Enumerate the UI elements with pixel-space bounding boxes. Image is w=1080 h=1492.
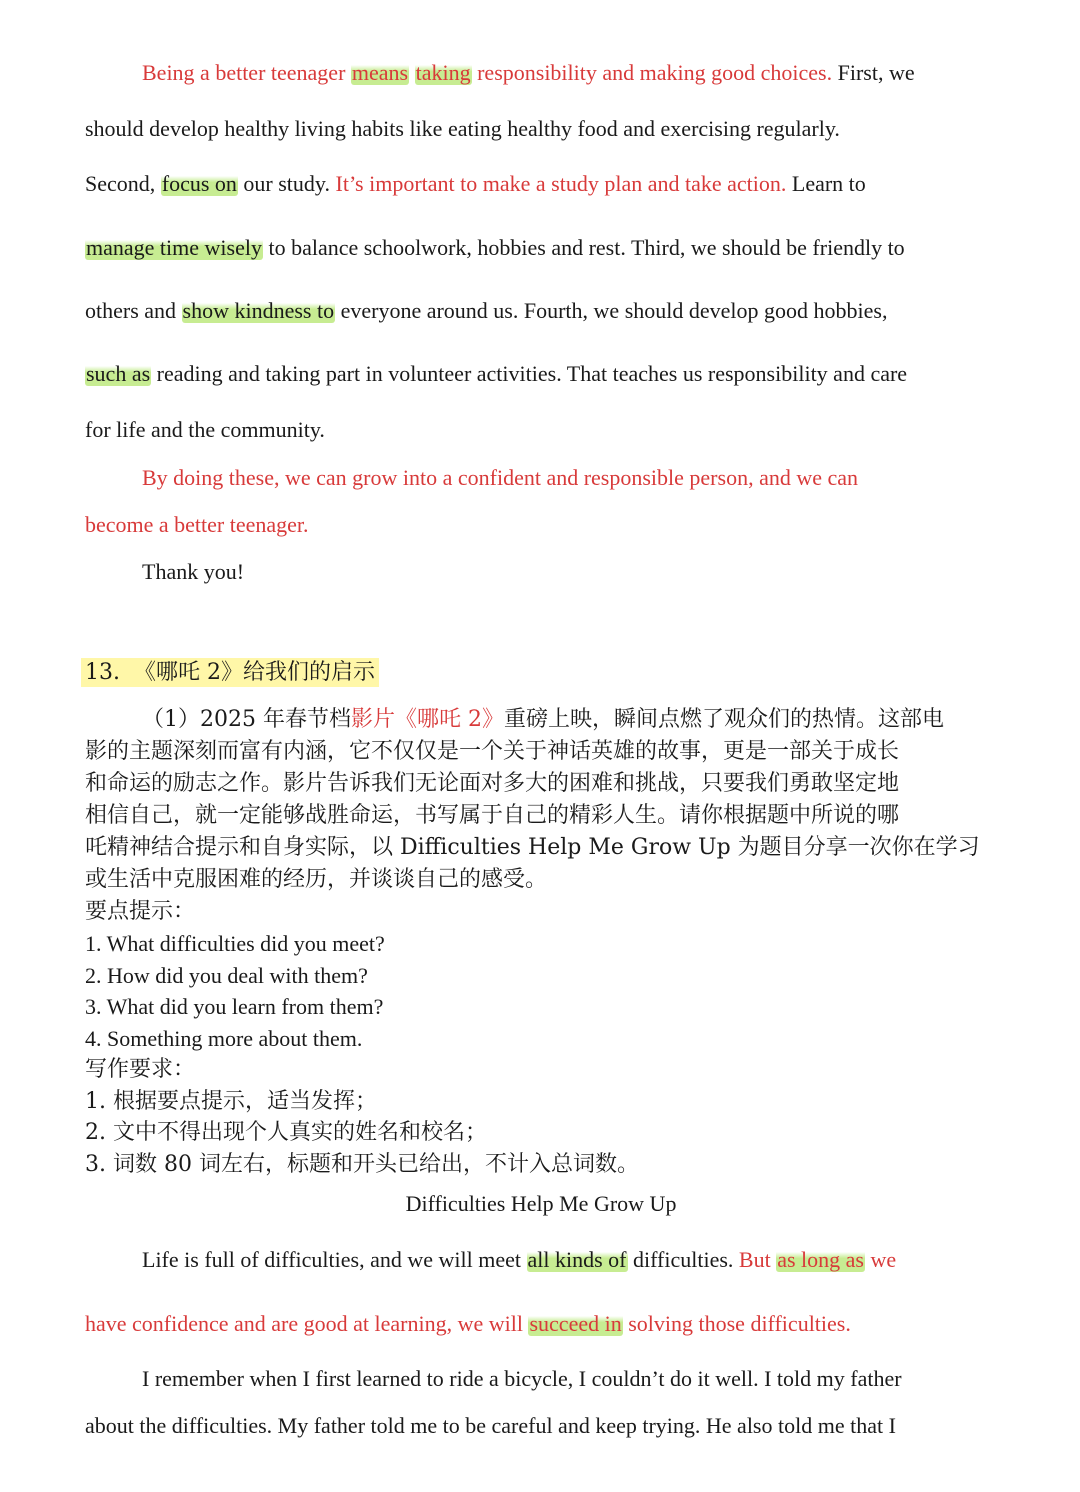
essay1-p1-line3	[85, 173, 866, 195]
red-text	[409, 60, 415, 85]
body-text: Second,	[85, 171, 161, 196]
requirements-label: 写作要求：	[85, 1057, 196, 1082]
body-text: reading and taking part in volunteer activities. That teaches us responsibility and care	[151, 361, 908, 386]
essay1-p2-line2: become a better teenager.	[85, 512, 309, 537]
question-number: 13.	[85, 660, 120, 685]
essay1-p1-line4	[85, 237, 905, 259]
prompt-text: （1）2025 年春节档	[142, 707, 351, 732]
essay1-p1-line7: for life and the community.	[85, 417, 325, 442]
body-text: our study.	[237, 171, 336, 196]
requirement-item: 2. 文中不得出现个人真实的姓名和校名；	[85, 1120, 487, 1145]
highlighted-phrase: succeed in	[529, 1311, 622, 1336]
highlighted-phrase: taking	[415, 60, 471, 85]
prompt-red-text: 影片《哪吒 2》	[350, 707, 504, 732]
prompt-line4: 相信自己，就一定能够战胜命运，书写属于自己的精彩人生。请你根据题中所说的哪	[85, 803, 900, 828]
requirement-item: 3. 词数 80 词左右，标题和开头已给出，不计入总词数。	[85, 1152, 639, 1177]
highlighted-phrase: all kinds of	[527, 1247, 627, 1272]
essay2-p2-line2: about the difficulties. My father told me to be careful and keep trying. He also told me that I	[85, 1413, 896, 1438]
highlighted-phrase: show kindness to	[182, 298, 335, 323]
prompt-line5: 吒精神结合提示和自身实际，以 Difficulties Help Me Grow Up 为题目分享一次你在学习	[85, 835, 980, 860]
highlighted-phrase: manage time wisely	[86, 235, 262, 260]
highlighted-phrase: such as	[86, 361, 151, 386]
red-text: we	[864, 1247, 897, 1272]
question-title-text: 《哪吒 2》给我们的启示	[134, 660, 375, 685]
hint-item: 3. What did you learn from them?	[85, 994, 384, 1019]
body-text: Learn to	[786, 171, 866, 196]
highlighted-phrase: as long as	[777, 1247, 864, 1272]
question-title	[81, 662, 379, 684]
essay1-p1-line6	[85, 363, 907, 385]
red-text: Being a better teenager	[142, 60, 351, 85]
prompt-text: 重磅上映，瞬间点燃了观众们的热情。这部电	[503, 707, 944, 732]
hint-item: 4. Something more about them.	[85, 1026, 363, 1051]
essay1-p1-line1	[142, 62, 915, 84]
hint-item: 1. What difficulties did you meet?	[85, 931, 385, 956]
prompt-line3: 和命运的励志之作。影片告诉我们无论面对多大的困难和挑战，只要我们勇敢坚定地	[85, 771, 900, 796]
essay1-p1-line2: should develop healthy living habits like eating healthy food and exercising regularly.	[85, 116, 840, 141]
prompt-line1	[142, 709, 944, 731]
prompt-line2: 影的主题深刻而富有内涵，它不仅仅是一个关于神话英雄的故事，更是一部关于成长	[85, 739, 900, 764]
closing-thanks: Thank you!	[142, 559, 245, 584]
body-text: others and	[85, 298, 182, 323]
red-text: It’s important to make a study plan and take action.	[335, 171, 787, 196]
question-title-highlight	[81, 658, 379, 687]
highlighted-phrase: focus on	[161, 171, 237, 196]
essay2-p1-line2	[85, 1313, 851, 1335]
body-text: difficulties.	[627, 1247, 739, 1272]
body-text: everyone around us. Fourth, we should develop good hobbies,	[335, 298, 888, 323]
red-text: have confidence and are good at learning, we will	[85, 1311, 529, 1336]
red-text: But	[738, 1247, 777, 1272]
hint-item: 2. How did you deal with them?	[85, 963, 368, 988]
body-text: Life is full of difficulties, and we will meet	[142, 1247, 527, 1272]
essay-title: Difficulties Help Me Grow Up	[405, 1191, 677, 1216]
essay2-p1-line1	[142, 1249, 896, 1271]
essay1-p1-line5	[85, 300, 887, 322]
red-text: solving those difficulties.	[622, 1311, 851, 1336]
body-text: to balance schoolwork, hobbies and rest. Third, we should be friendly to	[262, 235, 905, 260]
essay2-p2-line1: I remember when I first learned to ride a bicycle, I couldn’t do it well. I told my father	[142, 1366, 902, 1391]
body-text: First, we	[832, 60, 915, 85]
essay1-p2-line1: By doing these, we can grow into a confident and responsible person, and we can	[142, 465, 859, 490]
red-text: responsibility and making good choices.	[471, 60, 833, 85]
prompt-line6: 或生活中克服困难的经历，并谈谈自己的感受。	[85, 867, 548, 892]
requirement-item: 1. 根据要点提示，适当发挥；	[85, 1089, 377, 1114]
hints-label: 要点提示：	[85, 899, 196, 924]
highlighted-phrase: means	[351, 60, 409, 85]
